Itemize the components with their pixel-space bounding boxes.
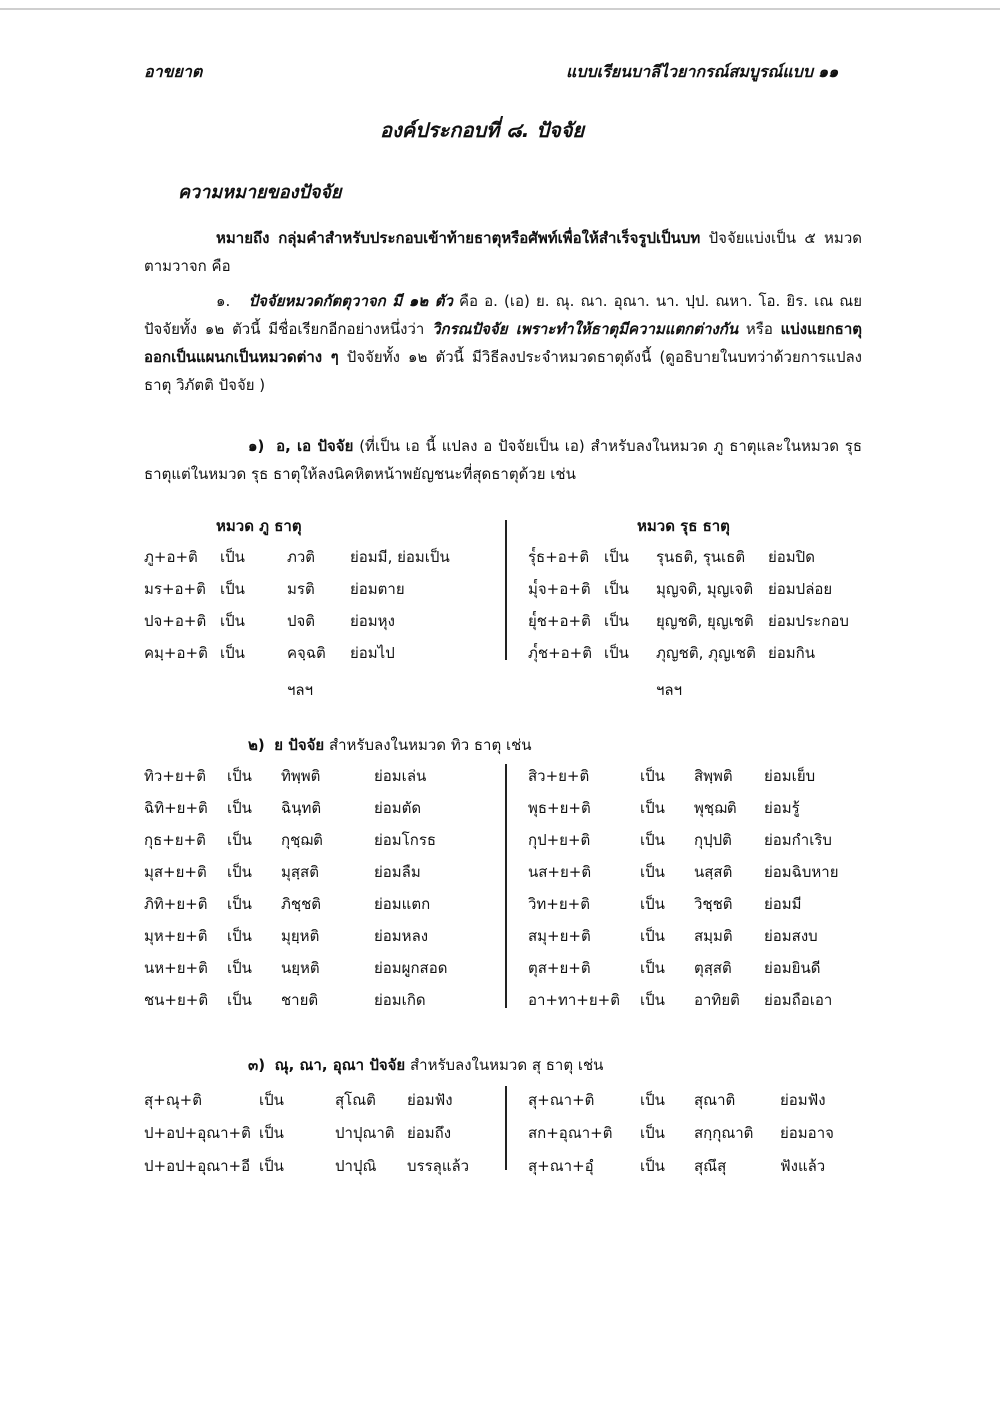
pen-cell: เป็น xyxy=(640,799,665,817)
meaning-cell: ย่อมเกิด xyxy=(374,991,426,1009)
formula-cell: สมุ+ย+ติ xyxy=(528,927,591,945)
result-cell: นยฺหติ xyxy=(281,959,320,977)
meaning-cell: ย่อมมี xyxy=(764,895,802,913)
sub2-text: สำหรับลงในหมวด ทิว ธาตุ เช่น xyxy=(324,736,532,754)
sub1-bold-title: อ, เอ ปัจจัย xyxy=(276,437,354,455)
meaning-cell: ย่อมอาจ xyxy=(780,1124,834,1142)
pen-cell: เป็น xyxy=(640,767,665,785)
pen-cell: เป็น xyxy=(227,895,252,913)
sub1-paragraph xyxy=(144,432,862,488)
pen-cell: เป็น xyxy=(640,895,665,913)
meaning-cell: ย่อมประกอบ xyxy=(768,612,849,630)
pen-cell: เป็น xyxy=(227,831,252,849)
meaning-cell: ย่อมสงบ xyxy=(764,927,818,945)
formula-cell: มุห+ย+ติ xyxy=(144,927,208,945)
intro-paragraph xyxy=(144,224,862,280)
meaning-cell: ย่อมตัด xyxy=(374,799,422,817)
formula-cell: ภู+อ+ติ xyxy=(144,548,198,566)
item1-bold-title: ปัจจัยหมวดกัตตุวาจก มี ๑๒ ตัว xyxy=(248,292,453,310)
page-title: องค์ประกอบที่ ๘. ปัจจัย xyxy=(380,118,585,142)
formula-cell: ชน+ย+ติ xyxy=(144,991,209,1009)
intro-rest: ปัจจัยแบ่งเป็น ๕ หมวด ตามวาจก คือ xyxy=(144,229,862,275)
running-header-left: อาขยาต xyxy=(144,62,203,81)
formula-cell: ภิทิ+ย+ติ xyxy=(144,895,208,913)
formula-cell: ภุ๎ช+อ+ติ xyxy=(528,644,592,662)
sub3-bold-title: ณุ, ณา, อุณา ปัจจัย xyxy=(274,1056,406,1074)
sub1-text: (ที่เป็น เอ นี้ แปลง อ ปัจจัยเป็น เอ) สำหรับลงในหมวด ภู ธาตุและในหมวด รุธ ธาตุแต่ในหมวด รุธ ธาตุให้ลงนิคหิตหน้าพยัญชนะที่สุดธาตุด้วย เช่น xyxy=(144,437,862,483)
pen-cell: เป็น xyxy=(604,548,629,566)
meaning-cell: ฟังแล้ว xyxy=(780,1157,826,1175)
result-cell: ทิพฺพติ xyxy=(281,767,321,785)
formula-cell: พุธ+ย+ติ xyxy=(528,799,591,817)
meaning-cell: ย่อมถือเอา xyxy=(764,991,833,1009)
intro-definition: หมายถึง กลุ่มคำสำหรับประกอบเข้าท้ายธาตุหรือศัพท์เพื่อให้สำเร็จรูปเป็นบท xyxy=(216,229,701,247)
scan-edge-line xyxy=(0,8,1000,10)
result-cell: ภวติ xyxy=(287,548,316,566)
formula-cell: สุ+ณุ+ติ xyxy=(144,1091,202,1109)
meaning-cell: ย่อมฉิบหาย xyxy=(764,863,839,881)
pen-cell: เป็น xyxy=(227,927,252,945)
item1-bold-division: แบ่งแยกธาตุออกเป็นแผนกเป็นหมวดต่าง ๆ xyxy=(144,320,862,366)
pen-cell: เป็น xyxy=(640,1124,665,1142)
meaning-cell: ย่อมรู้ xyxy=(764,799,800,817)
meaning-cell: ย่อมไป xyxy=(350,644,395,662)
meaning-cell: ย่อมกิน xyxy=(768,644,816,662)
meaning-cell: บรรลุแล้ว xyxy=(407,1157,470,1175)
item1-text-1: คือ อ. (เอ) ย. ณุ. ณา. อุณา. นา. ปฺป. ณหา. โอ. ยิร. เณ ณย ปัจจัยทั้ง ๑๒ ตัวนี้ มีชื่อเรียกอีกอย่างหนึ่งว่า xyxy=(144,292,862,338)
meaning-cell: ย่อมฟัง xyxy=(780,1091,826,1109)
result-cell: สมฺมติ xyxy=(694,927,733,945)
sub3-heading xyxy=(248,1053,603,1077)
pen-cell: เป็น xyxy=(604,644,629,662)
result-cell: กุปฺปติ xyxy=(694,831,732,849)
result-cell: มุยฺหติ xyxy=(281,927,320,945)
meaning-cell: ย่อมหุง xyxy=(350,612,395,630)
formula-cell: ยุ๎ช+อ+ติ xyxy=(528,612,591,630)
sub1-number: ๑) xyxy=(248,437,265,455)
result-cell: พุชฺฌติ xyxy=(694,799,737,817)
result-cell: สกฺกุณาติ xyxy=(694,1124,754,1142)
result-cell: วิชฺชติ xyxy=(694,895,733,913)
formula-cell: กุป+ย+ติ xyxy=(528,831,591,849)
result-cell: ภุญชติ, ภุญเชติ xyxy=(656,644,756,662)
formula-cell: มุส+ย+ติ xyxy=(144,863,207,881)
section-heading: ความหมายของปัจจัย xyxy=(178,182,342,203)
page-number: ๑๑ xyxy=(818,62,839,81)
pen-cell: เป็น xyxy=(227,799,252,817)
result-cell: นสฺสติ xyxy=(694,863,733,881)
result-cell: มุญจติ, มุญเจติ xyxy=(656,580,754,598)
sub1-right-header: หมวด รุธ ธาตุ xyxy=(637,517,730,535)
pen-cell: เป็น xyxy=(227,991,252,1009)
meaning-cell: ย่อมกำเริบ xyxy=(764,831,832,849)
formula-cell: วิท+ย+ติ xyxy=(528,895,590,913)
meaning-cell: ย่อมแตก xyxy=(374,895,431,913)
formula-cell: สุ+ณา+ติ xyxy=(528,1091,595,1109)
result-cell: ปจติ xyxy=(287,612,316,630)
formula-cell: อา+ทา+ย+ติ xyxy=(528,991,620,1009)
meaning-cell: ย่อมฟัง xyxy=(407,1091,453,1109)
result-cell: มุสฺสติ xyxy=(281,863,319,881)
sub1-left-header: หมวด ภู ธาตุ xyxy=(216,517,302,535)
meaning-cell: ย่อมเย็บ xyxy=(764,767,816,785)
sub2-bold-title: ย ปัจจัย xyxy=(274,736,325,754)
result-cell: สิพฺพติ xyxy=(694,767,733,785)
meaning-cell: ย่อมตาย xyxy=(350,580,405,598)
pen-cell: เป็น xyxy=(220,580,245,598)
sub3-text: สำหรับลงในหมวด สุ ธาตุ เช่น xyxy=(405,1056,604,1074)
result-cell: สุโณติ xyxy=(335,1091,376,1109)
formula-cell: ตุส+ย+ติ xyxy=(528,959,591,977)
meaning-cell: ย่อมลืม xyxy=(374,863,421,881)
formula-cell: ปจ+อ+ติ xyxy=(144,612,207,630)
meaning-cell: ย่อมมี, ย่อมเป็น xyxy=(350,548,450,566)
result-cell: อาทิยติ xyxy=(694,991,740,1009)
item1-bold-vikarana: วิกรณปัจจัย เพราะทำให้ธาตุมีความแตกต่างกัน xyxy=(432,320,739,338)
pen-cell: เป็น xyxy=(640,959,665,977)
formula-cell: นส+ย+ติ xyxy=(528,863,592,881)
sub2-number: ๒) xyxy=(248,736,265,754)
pen-cell: เป็น xyxy=(259,1157,284,1175)
pen-cell: เป็น xyxy=(640,927,665,945)
pen-cell: เป็น xyxy=(259,1091,284,1109)
meaning-cell: ย่อมหลง xyxy=(374,927,429,945)
formula-cell: ฉิทิ+ย+ติ xyxy=(144,799,208,817)
pen-cell: เป็น xyxy=(640,991,665,1009)
meaning-cell: ย่อมถึง xyxy=(407,1124,452,1142)
meaning-cell: ย่อมผูกสอด xyxy=(374,959,448,977)
item1-text-3: ปัจจัยทั้ง ๑๒ ตัวนี้ มีวิธีลงประจำหมวดธาตุดังนี้ (ดูอธิบายในบทว่าด้วยการแปลง ธาตุ วิภัตติ ปัจจัย ) xyxy=(144,348,862,394)
pen-cell: เป็น xyxy=(227,767,252,785)
pen-cell: เป็น xyxy=(640,863,665,881)
result-cell: ตุสฺสติ xyxy=(694,959,732,977)
result-cell: คจฺฉติ xyxy=(287,644,326,662)
sub1-divider xyxy=(505,520,507,660)
formula-cell: สุ+ณา+อุํ xyxy=(528,1157,594,1175)
result-cell: ฉินฺทติ xyxy=(281,799,322,817)
sub1-etc-left: ฯลฯ xyxy=(287,681,314,699)
formula-cell: สิว+ย+ติ xyxy=(528,767,590,785)
pen-cell: เป็น xyxy=(220,548,245,566)
meaning-cell: ย่อมยินดี xyxy=(764,959,821,977)
result-cell: ยุญชติ, ยุญเชติ xyxy=(656,612,754,630)
sub2-heading xyxy=(248,733,532,757)
pen-cell: เป็น xyxy=(220,644,245,662)
result-cell: ภิชฺชติ xyxy=(281,895,321,913)
formula-cell: มร+อ+ติ xyxy=(144,580,206,598)
result-cell: ชายติ xyxy=(281,991,319,1009)
result-cell: รุนธติ, รุนเธติ xyxy=(656,548,746,566)
formula-cell: ป+อป+อุณา+อี xyxy=(144,1157,251,1175)
item1-text-2: หรือ xyxy=(738,320,781,338)
meaning-cell: ย่อมเล่น xyxy=(374,767,427,785)
result-cell: มรติ xyxy=(287,580,315,598)
pen-cell: เป็น xyxy=(640,1091,665,1109)
pen-cell: เป็น xyxy=(227,863,252,881)
sub3-number: ๓) xyxy=(248,1056,266,1074)
pen-cell: เป็น xyxy=(604,612,629,630)
formula-cell: รุ๎ธ+อ+ติ xyxy=(528,548,590,566)
pen-cell: เป็น xyxy=(640,1157,665,1175)
formula-cell: กุธ+ย+ติ xyxy=(144,831,206,849)
result-cell: ปาปุณาติ xyxy=(335,1124,395,1142)
formula-cell: คมฺ+อ+ติ xyxy=(144,644,208,662)
pen-cell: เป็น xyxy=(227,959,252,977)
formula-cell: ป+อป+อุณา+ติ xyxy=(144,1124,251,1142)
item1-paragraph xyxy=(144,287,862,399)
meaning-cell: ย่อมโกรธ xyxy=(374,831,437,849)
result-cell: ปาปุณิ xyxy=(335,1157,377,1175)
pen-cell: เป็น xyxy=(220,612,245,630)
pen-cell: เป็น xyxy=(259,1124,284,1142)
result-cell: สุณึสุ xyxy=(694,1157,727,1175)
sub3-divider xyxy=(505,1086,507,1170)
item1-number: ๑. xyxy=(216,292,231,310)
meaning-cell: ย่อมปล่อย xyxy=(768,580,833,598)
running-header-right: แบบเรียนบาลีไวยากรณ์สมบูรณ์แบบ xyxy=(566,62,813,81)
sub2-divider xyxy=(505,764,507,1008)
pen-cell: เป็น xyxy=(604,580,629,598)
pen-cell: เป็น xyxy=(640,831,665,849)
formula-cell: ทิว+ย+ติ xyxy=(144,767,206,785)
result-cell: สุณาติ xyxy=(694,1091,736,1109)
formula-cell: สก+อุณา+ติ xyxy=(528,1124,613,1142)
formula-cell: มุ๎จ+อ+ติ xyxy=(528,580,591,598)
meaning-cell: ย่อมปิด xyxy=(768,548,815,566)
result-cell: กุชฺฌติ xyxy=(281,831,323,849)
formula-cell: นห+ย+ติ xyxy=(144,959,208,977)
sub1-etc-right: ฯลฯ xyxy=(656,681,683,699)
